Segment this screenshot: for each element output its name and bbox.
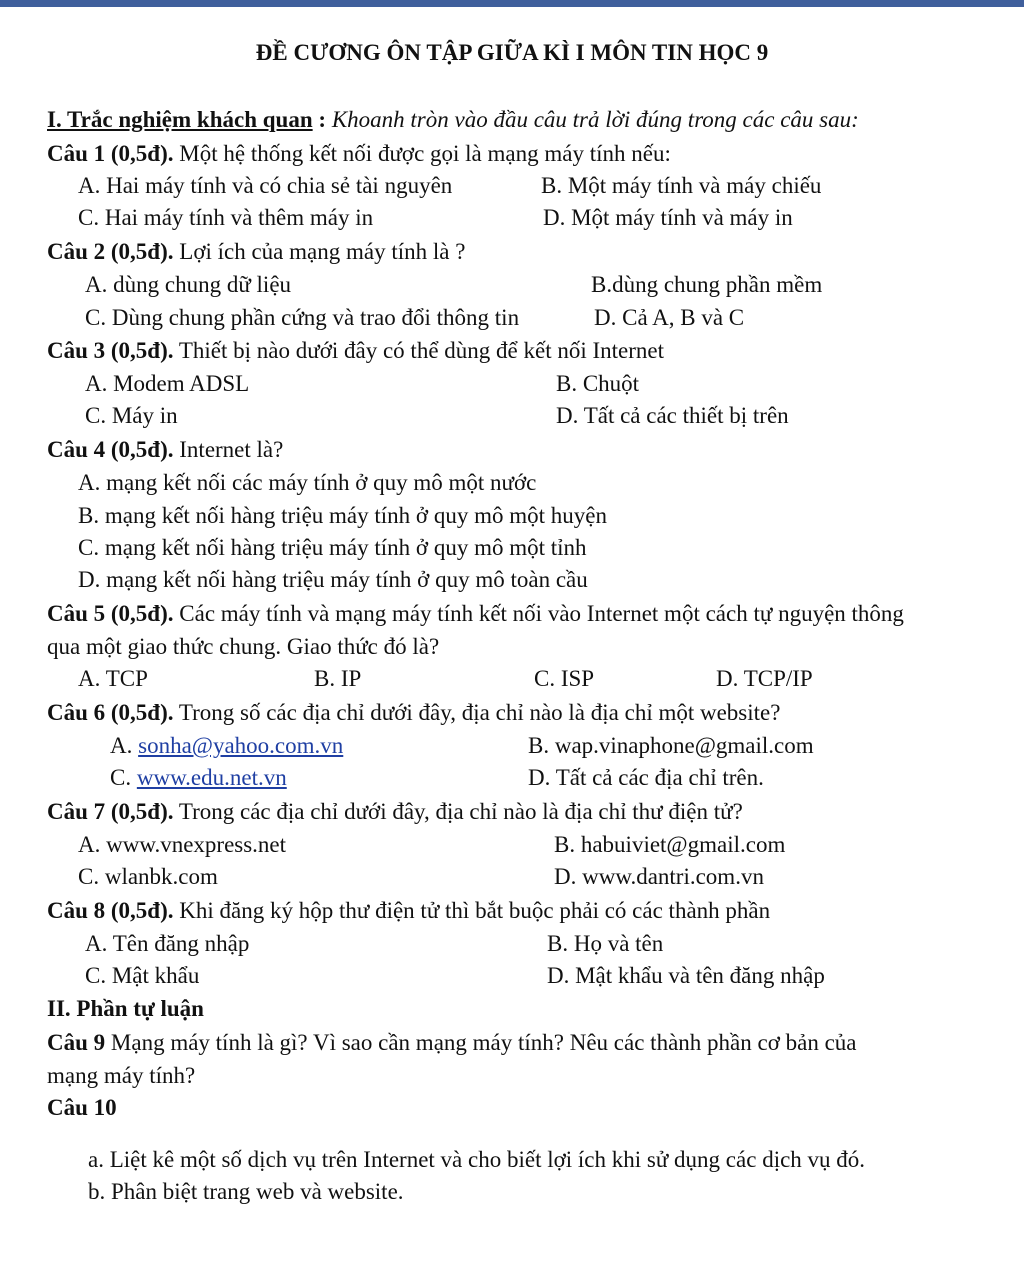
- question-4-option-d: D. mạng kết nối hàng triệu máy tính ở quy mô toàn cầu: [78, 567, 588, 592]
- question-1-option-c: C. Hai máy tính và thêm máy in: [78, 205, 374, 230]
- question-8-text: Khi đăng ký hộp thư điện tử thì bắt buộc phải có các thành phần: [173, 898, 771, 923]
- question-3-option-b: B. Chuột: [556, 371, 640, 396]
- question-7: [47, 798, 743, 826]
- question-2-option-d: D. Cả A, B và C: [594, 305, 745, 330]
- question-8-option-c: C. Mật khẩu: [85, 963, 200, 988]
- question-4-option-a: A. mạng kết nối các máy tính ở quy mô một nước: [78, 470, 537, 495]
- question-7-option-d: D. www.dantri.com.vn: [554, 864, 764, 889]
- question-3-text: Thiết bị nào dưới đây có thể dùng để kết nối Internet: [173, 338, 664, 363]
- top-border: [0, 0, 1024, 7]
- question-6-text: Trong số các địa chỉ dưới đây, địa chỉ nào là địa chỉ một website?: [173, 700, 781, 725]
- document-title: ĐỀ CƯƠNG ÔN TẬP GIỮA KÌ I MÔN TIN HỌC 9: [255, 40, 769, 65]
- question-9-text: Mạng máy tính là gì? Vì sao cần mạng máy tính? Nêu các thành phần cơ bản của: [105, 1030, 857, 1055]
- question-3-option-a: A. Modem ADSL: [85, 371, 250, 396]
- question-6-option-c: [110, 764, 287, 792]
- question-9-label: Câu 9: [47, 1030, 106, 1055]
- question-1-option-b: B. Một máy tính và máy chiếu: [541, 173, 822, 198]
- question-1-label: Câu 1 (0,5đ).: [47, 141, 174, 166]
- question-7-label: Câu 7 (0,5đ).: [47, 799, 174, 824]
- section-1-instruction: Khoanh tròn vào đầu câu trả lời đúng trong các câu sau:: [331, 107, 859, 132]
- question-5-option-c: C. ISP: [534, 666, 595, 691]
- question-5-text-continued: qua một giao thức chung. Giao thức đó là?: [47, 634, 440, 659]
- web-link-edu-net[interactable]: www.edu.net.vn: [136, 765, 287, 790]
- question-1-option-d: D. Một máy tính và máy in: [543, 205, 793, 230]
- question-2: [47, 238, 465, 266]
- question-1: [47, 140, 671, 168]
- question-4: [47, 436, 283, 464]
- question-5: [47, 600, 904, 628]
- question-5-label: Câu 5 (0,5đ).: [47, 601, 174, 626]
- question-5-option-d: D. TCP/IP: [716, 666, 813, 691]
- question-6-label: Câu 6 (0,5đ).: [47, 700, 174, 725]
- question-3: [47, 337, 664, 365]
- question-10-part-a: a. Liệt kê một số dịch vụ trên Internet và cho biết lợi ích khi sử dụng các dịch vụ đó.: [88, 1147, 866, 1172]
- email-link-sonha[interactable]: sonha@yahoo.com.vn: [138, 733, 344, 758]
- section-1-colon: :: [312, 107, 332, 132]
- question-4-option-b: B. mạng kết nối hàng triệu máy tính ở quy mô một huyện: [78, 503, 607, 528]
- question-2-option-c: C. Dùng chung phần cứng và trao đổi thông tin: [85, 305, 520, 330]
- question-6-option-a: [110, 732, 343, 760]
- question-10-label: Câu 10: [47, 1095, 117, 1120]
- question-7-text: Trong các địa chỉ dưới đây, địa chỉ nào là địa chỉ thư điện tử?: [173, 799, 743, 824]
- question-9-text-continued: mạng máy tính?: [47, 1063, 196, 1088]
- question-6-option-c-prefix: C.: [110, 765, 137, 790]
- question-2-option-b: B.dùng chung phần mềm: [591, 272, 823, 297]
- question-4-option-c: C. mạng kết nối hàng triệu máy tính ở quy mô một tỉnh: [78, 535, 587, 560]
- question-2-label: Câu 2 (0,5đ).: [47, 239, 174, 264]
- question-8-option-d: D. Mật khẩu và tên đăng nhập: [547, 963, 825, 988]
- question-5-text: Các máy tính và mạng máy tính kết nối vào Internet một cách tự nguyện thông: [173, 601, 904, 626]
- question-5-option-b: B. IP: [314, 666, 362, 691]
- section-1-heading-line: [47, 106, 859, 134]
- question-9: [47, 1029, 857, 1057]
- question-7-option-a: A. www.vnexpress.net: [78, 832, 287, 857]
- question-3-option-c: C. Máy in: [85, 403, 178, 428]
- question-2-option-a: A. dùng chung dữ liệu: [85, 272, 292, 297]
- question-3-label: Câu 3 (0,5đ).: [47, 338, 174, 363]
- section-2-heading: II. Phần tự luận: [47, 996, 204, 1021]
- question-6-option-d: D. Tất cả các địa chỉ trên.: [528, 765, 764, 790]
- question-8: [47, 897, 770, 925]
- question-5-option-a: A. TCP: [78, 666, 148, 691]
- section-1-heading: I. Trắc nghiệm khách quan: [47, 107, 313, 132]
- question-6-option-b: B. wap.vinaphone@gmail.com: [528, 733, 814, 758]
- question-10-part-b: b. Phân biệt trang web và website.: [88, 1179, 404, 1204]
- question-8-option-b: B. Họ và tên: [547, 931, 664, 956]
- question-4-label: Câu 4 (0,5đ).: [47, 437, 174, 462]
- question-6-option-a-prefix: A.: [110, 733, 139, 758]
- question-8-label: Câu 8 (0,5đ).: [47, 898, 174, 923]
- question-2-text: Lợi ích của mạng máy tính là ?: [173, 239, 466, 264]
- question-3-option-d: D. Tất cả các thiết bị trên: [556, 403, 789, 428]
- question-7-option-b: B. habuiviet@gmail.com: [554, 832, 786, 857]
- question-8-option-a: A. Tên đăng nhập: [85, 931, 250, 956]
- question-1-text: Một hệ thống kết nối được gọi là mạng máy tính nếu:: [173, 141, 671, 166]
- question-4-text: Internet là?: [173, 437, 284, 462]
- question-6: [47, 699, 780, 727]
- question-1-option-a: A. Hai máy tính và có chia sẻ tài nguyên: [78, 173, 453, 198]
- question-7-option-c: C. wlanbk.com: [78, 864, 218, 889]
